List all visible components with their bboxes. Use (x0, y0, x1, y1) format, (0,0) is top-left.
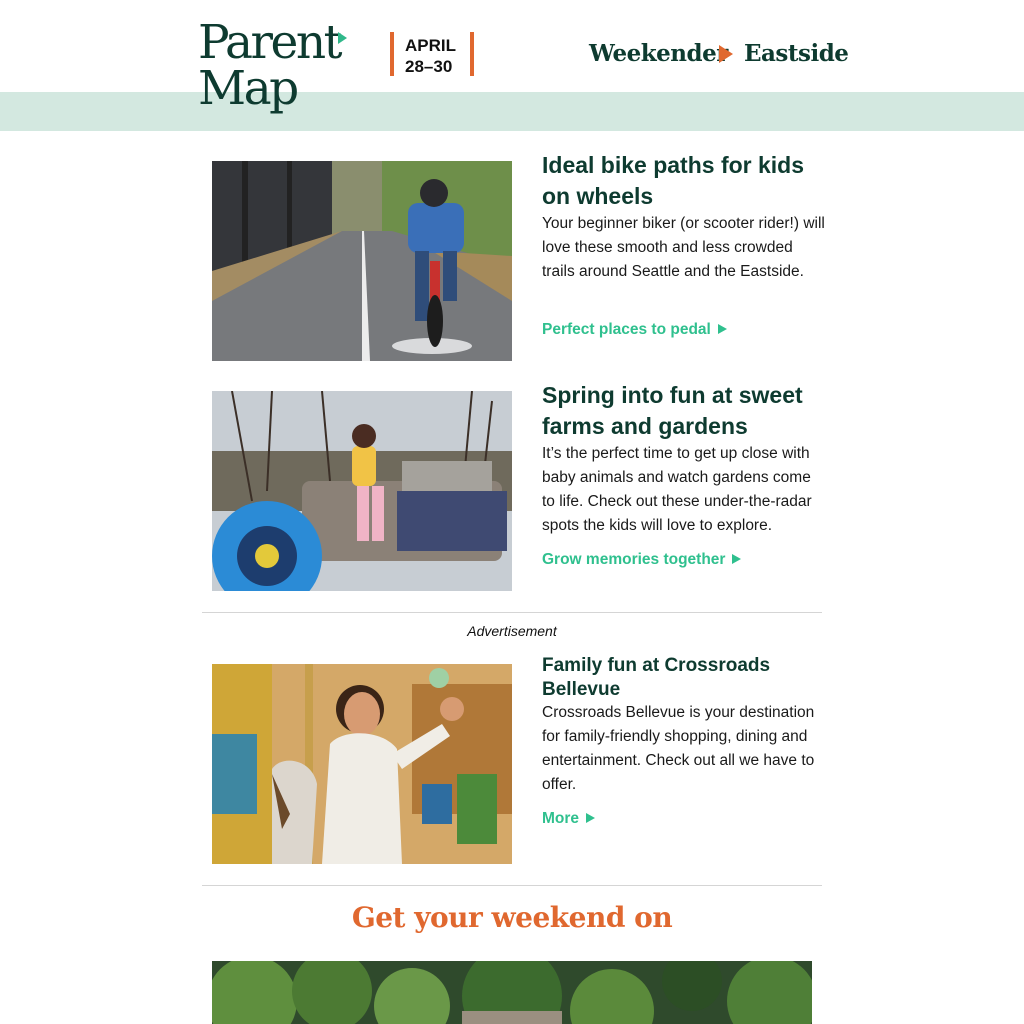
article-title[interactable]: Spring into fun at sweet farms and gardens (542, 382, 803, 439)
advertisement-label: Advertisement (467, 623, 557, 639)
ad-summary: Crossroads Bellevue is your destination for family-friendly shopping, dining and entertainment. Check out all we have to offer. (542, 704, 815, 793)
section-divider (202, 612, 822, 613)
section-divider (202, 885, 822, 886)
logo-word-parent: Parent (198, 15, 340, 70)
issue-days: 28–30 (405, 57, 453, 76)
weekend-hero-image[interactable] (212, 961, 812, 1024)
section-title: Get your weekend on (351, 901, 673, 934)
logo-word-map: Map (198, 61, 297, 116)
ad-title[interactable]: Family fun at Crossroads Bellevue (542, 655, 771, 700)
article-title[interactable]: Ideal bike paths for kids on wheels (542, 152, 805, 209)
ad-more-link[interactable] (542, 809, 595, 829)
article-link-label: Grow memories together (542, 551, 726, 568)
play-arrow-icon (732, 554, 741, 564)
breadcrumb-eastside[interactable]: Eastside (744, 40, 849, 67)
play-arrow-icon (586, 813, 595, 823)
breadcrumb-weekender[interactable]: Weekender (589, 40, 728, 67)
issue-date (390, 32, 474, 76)
carousel-girl-image[interactable] (212, 664, 512, 864)
article-link-memories[interactable] (542, 550, 741, 570)
article-link-label: Perfect places to pedal (542, 321, 711, 338)
breadcrumb-arrow-icon (719, 45, 733, 63)
header-band (0, 92, 1024, 131)
article-link-pedal[interactable] (542, 320, 727, 340)
ad-link-label: More (542, 810, 580, 827)
farm-tractor-image[interactable] (212, 391, 512, 591)
article-summary: Your beginner biker (or scooter rider!) will love these smooth and less crowded trails around Seattle and the Eastside. (542, 215, 825, 280)
bike-path-image[interactable] (212, 161, 512, 361)
article-summary: It’s the perfect time to get up close with baby animals and watch gardens come to life. Check out these under-the-radar spots the kids will love to explore. (542, 445, 812, 534)
issue-month: APRIL (405, 36, 456, 55)
logo-triangle-icon (338, 32, 347, 44)
play-arrow-icon (718, 324, 727, 334)
parentmap-logo[interactable] (198, 15, 358, 122)
